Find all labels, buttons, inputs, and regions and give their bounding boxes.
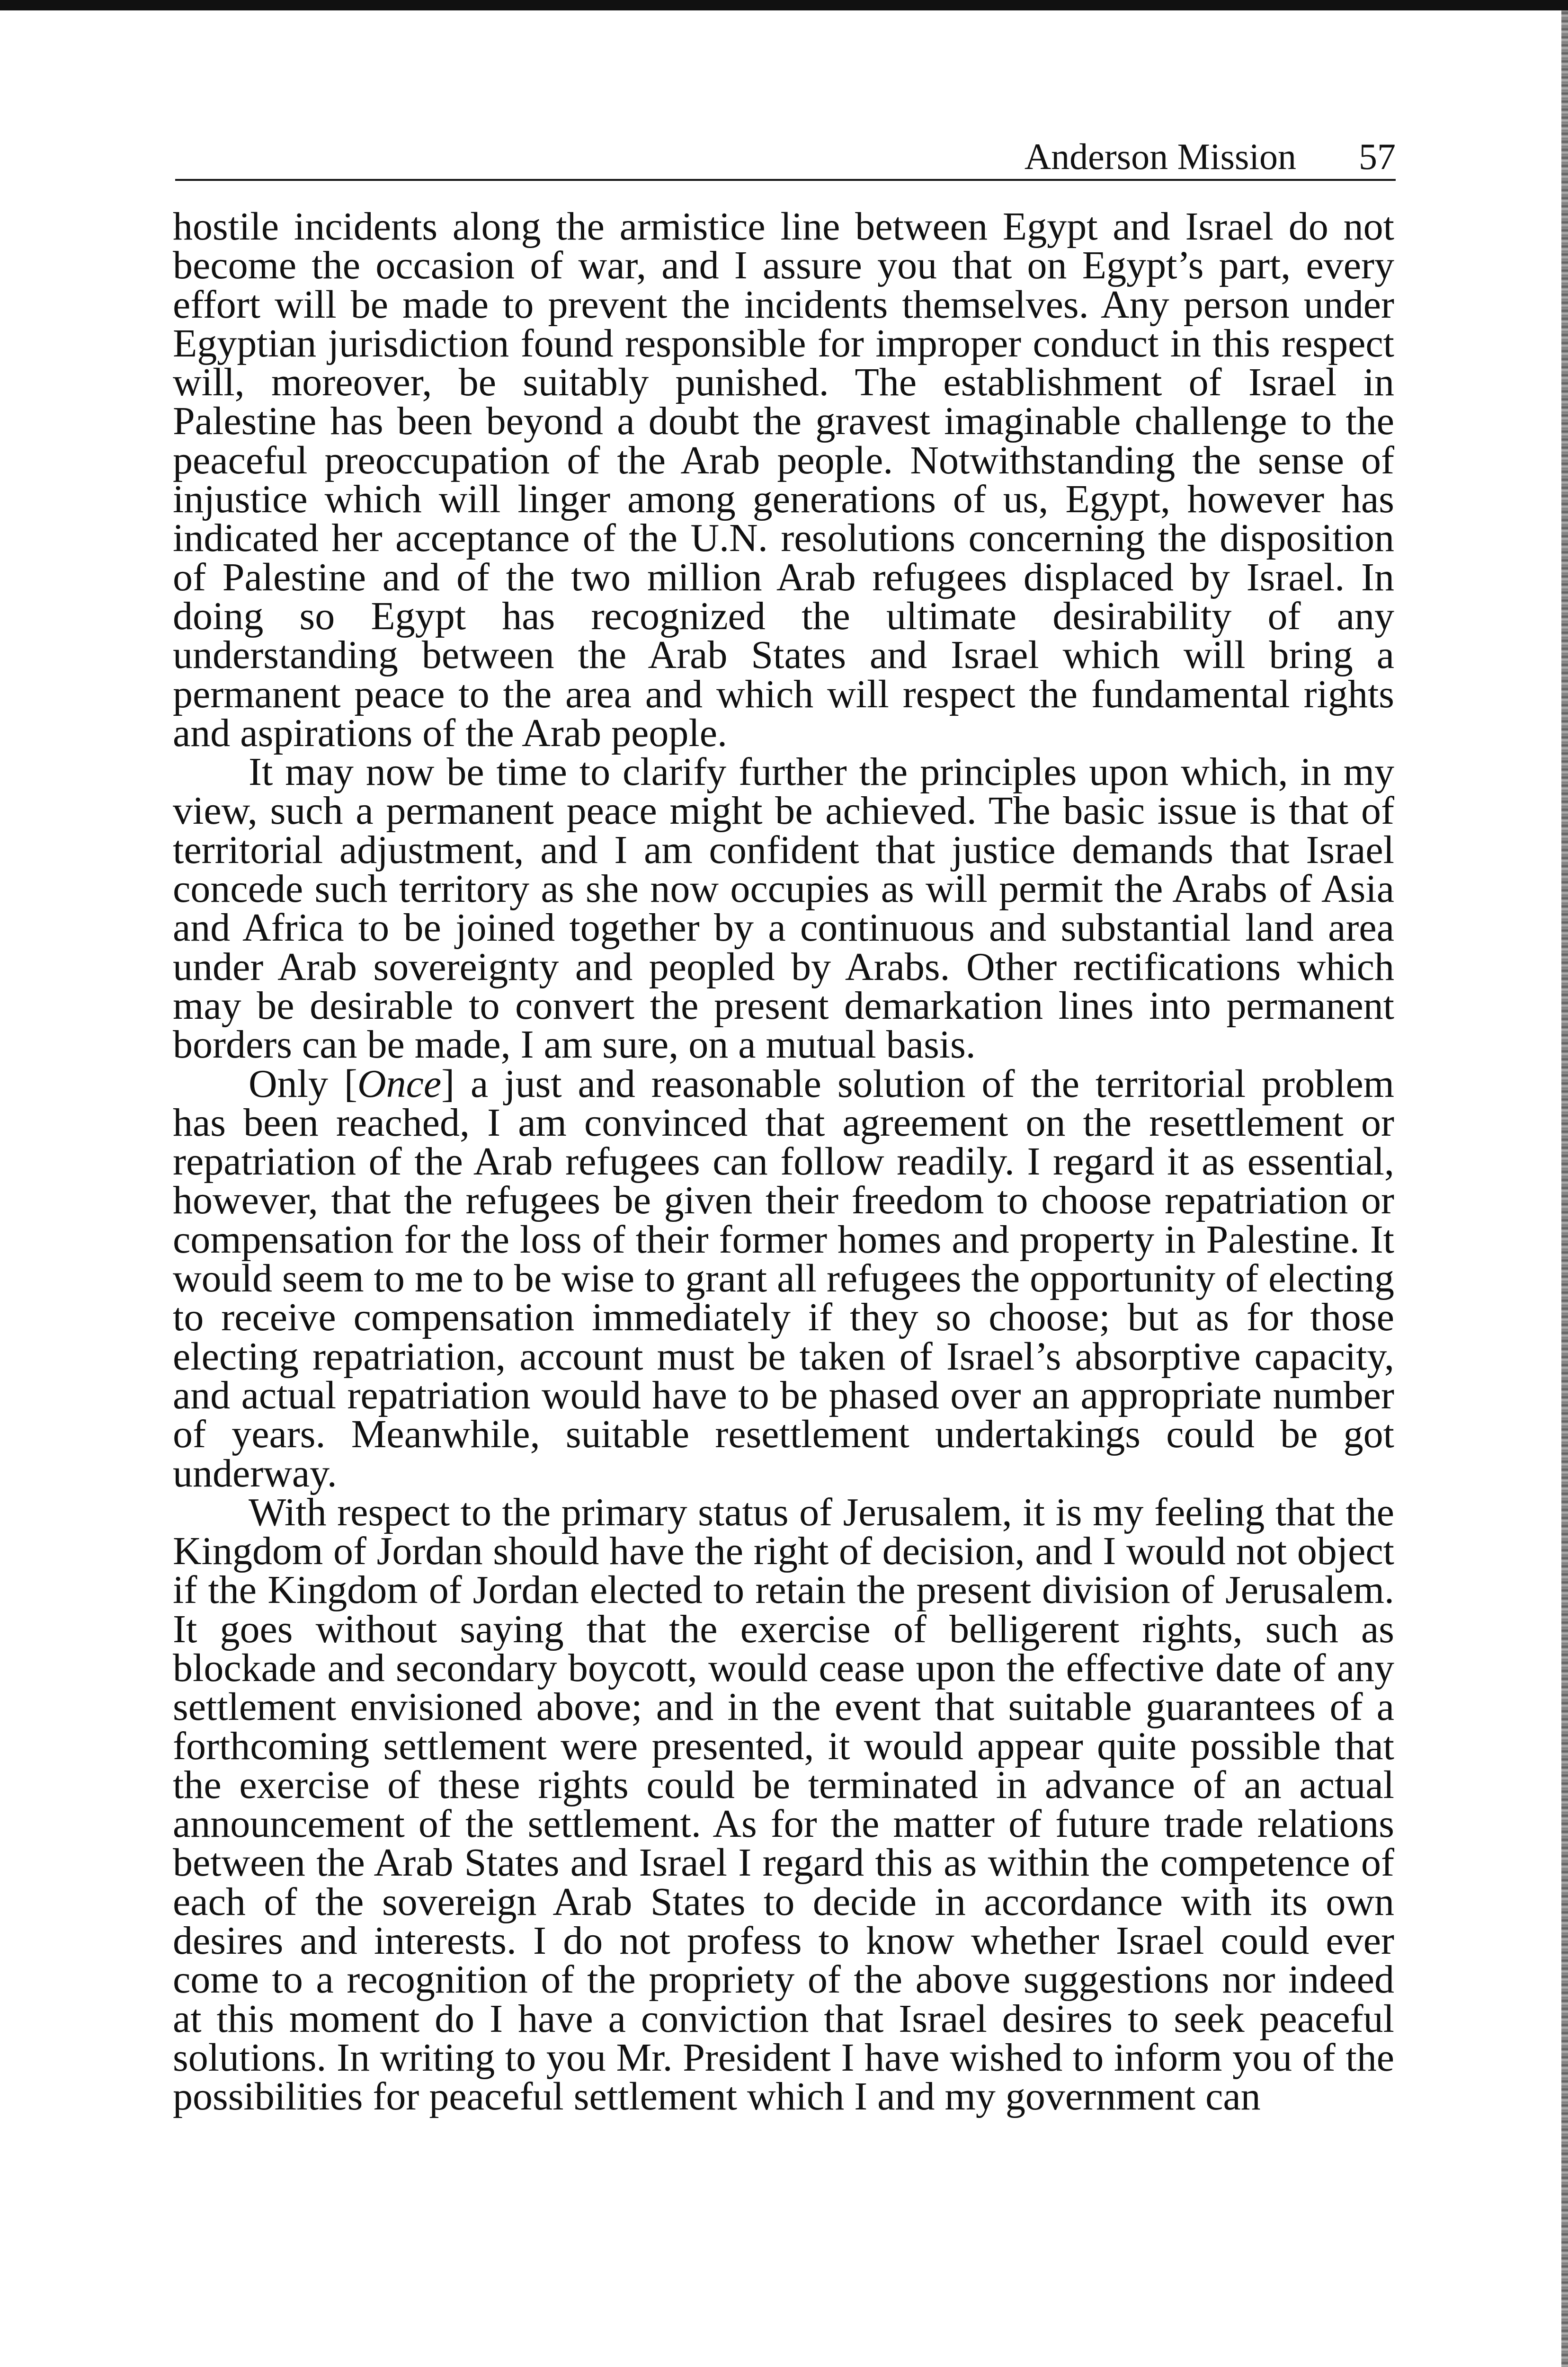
paragraph-1: hostile incidents along the armistice line between Egypt and Israel do not become the occasion of war, and I assure you that on Egypt’s part, every effort will be made to prevent the incidents themselves. Any person under Egyptian jurisdiction found responsible for improper conduct in this respect will, moreover, be suitably punished. The establishment of Israel in Palestine has been beyond a doubt the gravest imaginable challenge to the peaceful preoccupation of the Arab people. Notwithstanding the sense of injustice which will linger among generations of us, Egypt, however has indicated her acceptance of the U.N. resolutions concerning the disposition of Palestine and of the two million Arab refugees displaced by Israel. In doing so Egypt has recognized the ultimate desirability of any understanding between the Arab States and Israel which will bring a permanent peace to the area and which will respect the fundamental rights and aspirations of the Arab people.	[173, 205, 1394, 755]
body-text	[173, 207, 1394, 2117]
paragraph-2: It may now be time to clarify further the principles upon which, in my view, such a permanent peace might be achieved. The basic issue is that of territorial adjustment, and I am confident that justice demands that Israel concede such territory as she now occupies as will permit the Arabs of Asia and Africa to be joined together by a continuous and substantial land area under Arab sovereignty and peopled by Arabs. Other rectifications which may be desirable to convert the present demarkation lines into permanent borders can be made, I am sure, on a mutual basis.	[173, 750, 1394, 1067]
paragraph-3-rest: ] a just and reasonable solution of the territorial problem has been reached, I am convinced that agreement on the resettlement or repatriation of the Arab refugees can follow readily. I regard it as essential, however, that the refugees be given their freedom to choose repatriation or compensation for the loss of their former homes and property in Palestine. It would seem to me to be wise to grant all refugees the opportunity of electing to receive compensation immediately if they so choose; but as for those electing repatriation, account must be taken of Israel’s absorptive capacity, and actual repatriation would have to be phased over an appropriate number of years. Meanwhile, suitable resettlement undertakings could be got underway.	[173, 1061, 1394, 1495]
scan-top-edge	[0, 0, 1568, 10]
paragraph-3-italic-correction: Once	[357, 1061, 442, 1106]
paragraph-3	[173, 1061, 1394, 1495]
paragraph-3-start: Only [	[249, 1061, 357, 1106]
scan-right-edge	[1561, 10, 1568, 2367]
paragraph-4: With respect to the primary status of Jerusalem, it is my feeling that the Kingdom of Jordan should have the right of decision, and I would not object if the Kingdom of Jordan elected to retain the present division of Jerusalem. It goes without saying that the exercise of belligerent rights, such as blockade and secondary boycott, would cease upon the effective date of any settlement envisioned above; and in the event that suitable guarantees of a forthcoming settlement were presented, it would appear quite possible that the exercise of these rights could be terminated in advance of an actual announcement of the settlement. As for the matter of future trade relations between the Arab States and Israel I regard this as within the competence of each of the sovereign Arab States to decide in accordance with its own desires and interests. I do not profess to know whether Israel could ever come to a recognition of the propriety of the above suggestions nor indeed at this moment do I have a conviction that Israel desires to seek peaceful solutions. In writing to you Mr. President I have wished to inform you of the possibilities for peaceful settlement which I and my government can	[173, 1490, 1394, 2119]
page-number: 57	[1359, 136, 1396, 177]
running-head-title: Anderson Mission	[1024, 136, 1296, 177]
running-head	[175, 132, 1396, 181]
